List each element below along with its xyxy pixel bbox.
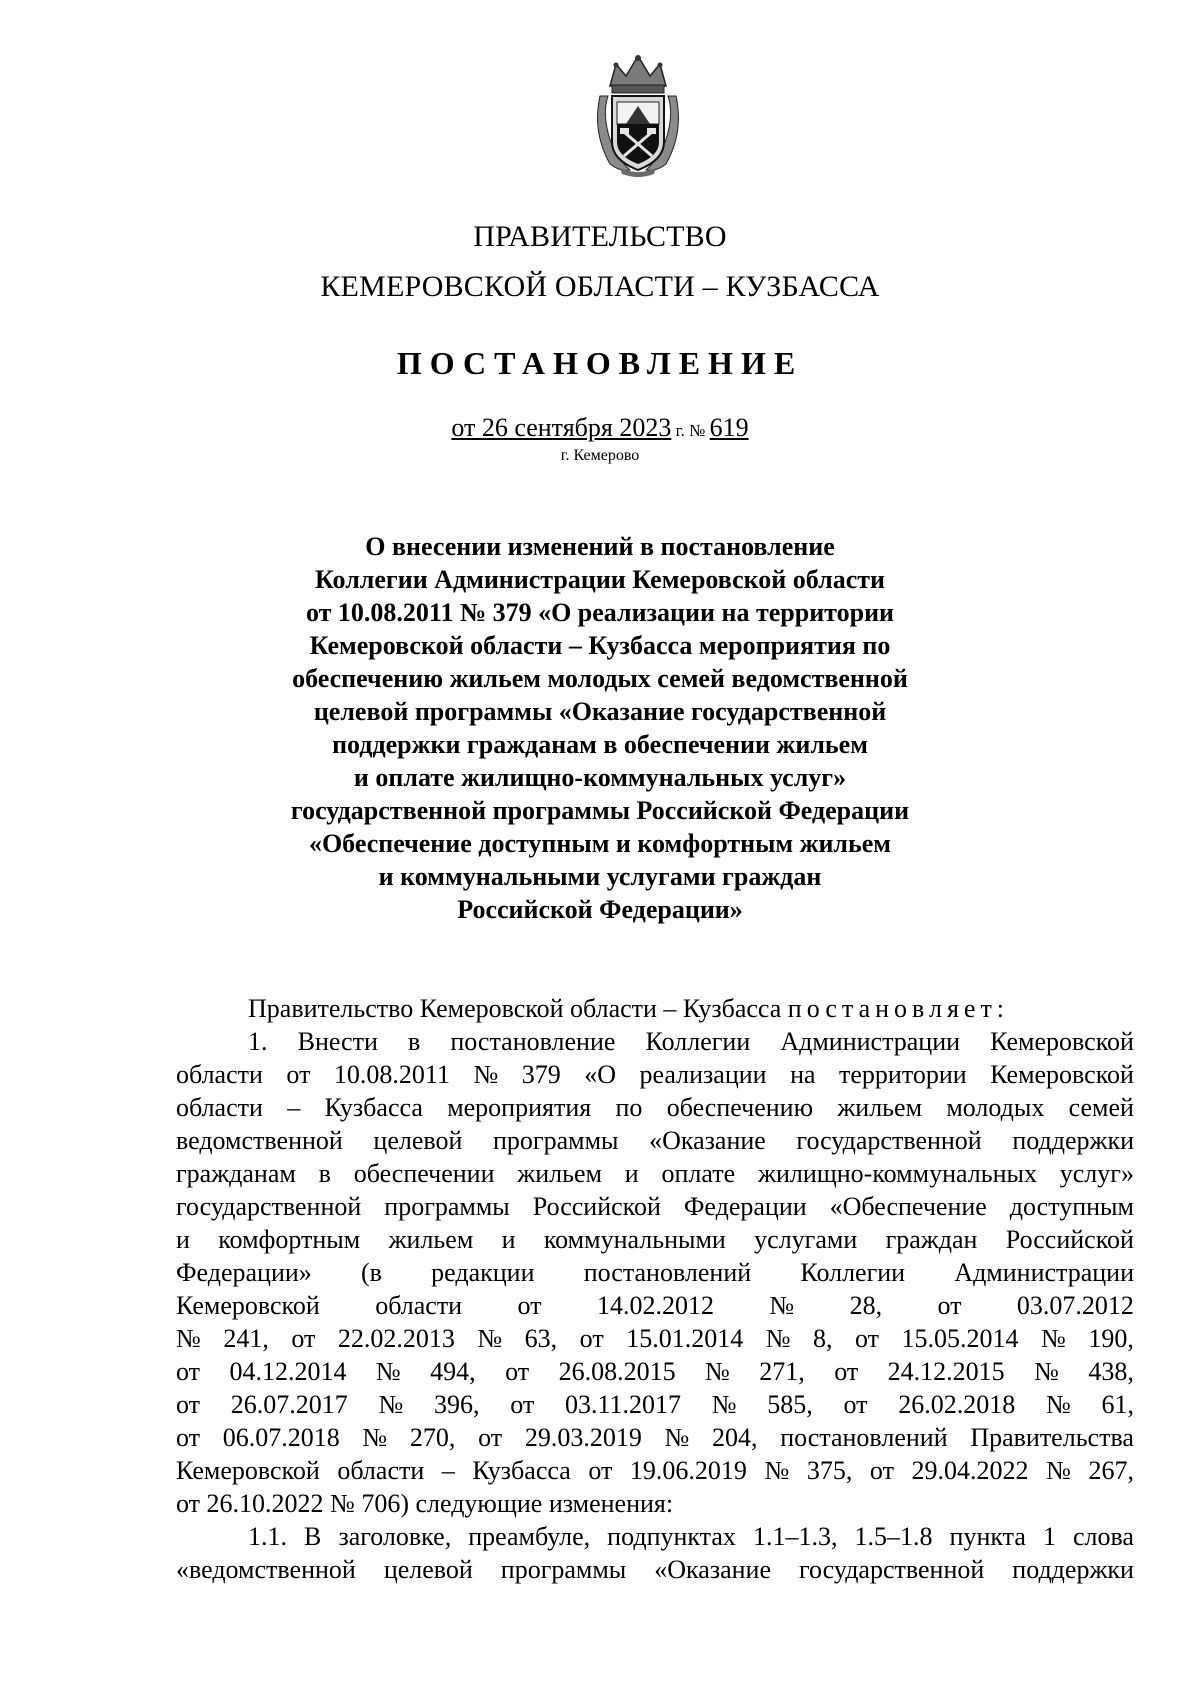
number-label: №: [684, 421, 710, 440]
body-line: [176, 1256, 1134, 1289]
word: от: [937, 1291, 962, 1320]
word: слова: [1072, 1522, 1134, 1551]
body-line: [176, 1091, 1134, 1124]
word: №: [1034, 1357, 1059, 1386]
word: от: [478, 1423, 503, 1452]
word: 26.02.2018: [898, 1390, 1016, 1419]
document-body: [176, 992, 1134, 1586]
word: 15.05.2014: [901, 1324, 1019, 1353]
word: Федерации: [683, 1192, 807, 1221]
word: «О: [584, 1060, 617, 1089]
paragraph-1-1: [176, 1520, 1134, 1586]
body-line: [176, 1223, 1134, 1256]
subject-line: целевой программы «Оказание государственной: [313, 697, 887, 726]
body-line: [176, 1388, 1134, 1421]
word: №: [1041, 1324, 1066, 1353]
word: «Оказание: [654, 1555, 771, 1584]
word: государственной: [798, 1555, 985, 1584]
word: 26.08.2015: [558, 1357, 676, 1386]
word: №: [473, 1060, 499, 1089]
subject-line: от 10.08.2011 № 379 «О реализации на территории: [305, 598, 895, 627]
body-line: [176, 1322, 1134, 1355]
subject-line: «Обеспечение доступным и комфортным жильем: [308, 829, 892, 858]
word: от: [843, 1390, 868, 1419]
word: поддержки: [1012, 1555, 1134, 1584]
word: №: [711, 1390, 737, 1419]
word: 1.: [248, 1027, 268, 1056]
word: В: [304, 1522, 322, 1551]
subject-line: Российской Федерации»: [457, 895, 743, 924]
word: 04.12.2014: [229, 1357, 347, 1386]
word: 06.07.2018: [222, 1423, 340, 1452]
word: №: [477, 1324, 503, 1353]
word: 28,: [849, 1291, 883, 1320]
word: от: [176, 1390, 201, 1419]
word: Кемеровской: [990, 1060, 1134, 1089]
word: 61,: [1101, 1390, 1134, 1419]
word: постановлений: [583, 1258, 752, 1287]
word: 379: [521, 1060, 561, 1089]
word: 271,: [759, 1357, 805, 1386]
word: 270,: [409, 1423, 456, 1452]
word: пункта: [949, 1522, 1026, 1551]
word: 204,: [712, 1423, 758, 1452]
word: №: [769, 1291, 795, 1320]
word: области: [375, 1291, 463, 1320]
word: «Оказание: [649, 1126, 766, 1155]
word: от: [176, 1357, 201, 1386]
body-line: [176, 1553, 1134, 1586]
body-line: [176, 1289, 1134, 1322]
word: целевой: [373, 1126, 463, 1155]
word: от: [510, 1390, 535, 1419]
word: от: [286, 1060, 311, 1089]
word: от: [505, 1357, 530, 1386]
word: в: [407, 1027, 421, 1056]
word: от: [579, 1324, 604, 1353]
word: 24.12.2015: [887, 1357, 1005, 1386]
coat-of-arms-icon: [590, 52, 686, 178]
word: Кемеровской: [990, 1027, 1134, 1056]
subject-line: и оплате жилищно-коммунальных услуг»: [353, 763, 847, 792]
word: реализации: [639, 1060, 767, 1089]
subject-line: Коллегии Администрации Кемеровской области: [314, 565, 886, 594]
word: обеспечению: [666, 1093, 814, 1122]
body-line: [176, 1520, 1134, 1553]
intro-text: Правительство Кемеровской области – Кузбасса: [248, 994, 788, 1023]
word: 438,: [1088, 1357, 1134, 1386]
document-city: г. Кемерово: [560, 447, 640, 464]
word: редакции: [431, 1258, 535, 1287]
word: –: [441, 1456, 455, 1485]
body-line: [176, 1157, 1134, 1190]
word: 1: [1042, 1522, 1056, 1551]
body-line: от 26.10.2022 № 706) следующие изменения:: [176, 1489, 674, 1518]
word: 375,: [806, 1456, 853, 1485]
word: на: [790, 1060, 816, 1089]
government-title-line1: ПРАВИТЕЛЬСТВО: [473, 220, 727, 253]
word: области: [176, 1093, 263, 1122]
word: программы: [493, 1126, 619, 1155]
word: 585,: [767, 1390, 813, 1419]
document-date-line: [0, 413, 1200, 446]
word: 267,: [1088, 1456, 1134, 1485]
word: услуг»: [1059, 1159, 1134, 1188]
word: №: [1045, 1390, 1071, 1419]
word: по: [615, 1093, 643, 1122]
word: жильем: [517, 1159, 602, 1188]
body-line: [176, 1058, 1134, 1091]
word: мероприятия: [447, 1093, 592, 1122]
word: Кемеровской: [176, 1291, 320, 1320]
word: №: [764, 1456, 790, 1485]
word: государственной: [176, 1192, 362, 1221]
word: доступным: [1009, 1192, 1134, 1221]
word: семей: [1068, 1093, 1134, 1122]
word: Российской: [1005, 1225, 1134, 1254]
word: Коллегии: [645, 1027, 751, 1056]
word: целевой: [383, 1555, 473, 1584]
word: Внести: [297, 1027, 378, 1056]
word: 19.06.2019: [629, 1456, 747, 1485]
word: №: [176, 1324, 201, 1353]
word: Кузбасса: [324, 1093, 423, 1122]
word: программы: [384, 1192, 510, 1221]
word: 14.02.2012: [596, 1291, 714, 1320]
body-intro: [176, 992, 1134, 1025]
word: программы: [500, 1555, 627, 1584]
word: жилищно-коммунальных: [757, 1159, 1037, 1188]
word: постановлений: [780, 1423, 948, 1452]
document-type-title: ПОСТАНОВЛЕНИЕ: [396, 345, 804, 381]
subject-line: Кемеровской области – Кузбасса мероприятия по: [309, 631, 891, 660]
word: обеспечении: [353, 1159, 495, 1188]
word: территории: [839, 1060, 967, 1089]
intro-decree-word: постановляет:: [787, 994, 1010, 1023]
word: от: [869, 1456, 894, 1485]
word: №: [362, 1423, 388, 1452]
document-number: 619: [709, 413, 749, 442]
subject-line: О внесении изменений в постановление: [365, 532, 835, 561]
government-title-line2: КЕМЕРОВСКОЙ ОБЛАСТИ – КУЗБАССА: [320, 270, 880, 303]
word: от: [834, 1357, 859, 1386]
paragraph-1: [176, 1025, 1134, 1520]
word: 494,: [430, 1357, 476, 1386]
word: 396,: [434, 1390, 480, 1419]
subject-line: обеспечению жильем молодых семей ведомственной: [292, 664, 908, 693]
word: от: [291, 1324, 316, 1353]
word: подпунктах: [607, 1522, 736, 1551]
word: 8,: [813, 1324, 833, 1353]
word: 15.01.2014: [626, 1324, 744, 1353]
word: Правительства: [970, 1423, 1134, 1452]
word: 190,: [1088, 1324, 1134, 1353]
word: коммунальными: [543, 1225, 726, 1254]
word: жильем: [837, 1093, 923, 1122]
word: 03.11.2017: [564, 1390, 682, 1419]
word: от: [517, 1291, 542, 1320]
word: от: [176, 1423, 201, 1452]
body-line: [176, 1454, 1134, 1487]
word: постановление: [450, 1027, 616, 1056]
word: 241,: [223, 1324, 269, 1353]
word: заголовке,: [338, 1522, 452, 1551]
word: 29.03.2019: [524, 1423, 642, 1452]
word: Администрации: [954, 1258, 1134, 1287]
word: ведомственной: [176, 1126, 343, 1155]
document-subject: [250, 530, 950, 926]
word: граждан: [885, 1225, 978, 1254]
word: 63,: [524, 1324, 558, 1353]
body-line: [176, 1355, 1134, 1388]
word: Российской: [532, 1192, 661, 1221]
word: молодых: [946, 1093, 1045, 1122]
word: и: [176, 1225, 190, 1254]
word: и: [624, 1159, 639, 1188]
word: №: [1046, 1456, 1071, 1485]
word: (в: [361, 1258, 382, 1287]
word: области: [176, 1060, 263, 1089]
subject-line: поддержки гражданам в обеспечении жильем: [332, 730, 868, 759]
word: 26.07.2017: [230, 1390, 348, 1419]
word: «Обеспечение: [829, 1192, 987, 1221]
word: государственной: [796, 1126, 982, 1155]
word: Кемеровской: [176, 1456, 320, 1485]
word: «ведомственной: [176, 1555, 356, 1584]
word: жильем: [388, 1225, 474, 1254]
body-line: [176, 1190, 1134, 1223]
word: области: [337, 1456, 425, 1485]
word: 1.1–1.3,: [752, 1522, 838, 1551]
word: №: [664, 1423, 690, 1452]
word: и: [501, 1225, 516, 1254]
word: Администрации: [780, 1027, 961, 1056]
word: гражданам: [176, 1159, 296, 1188]
subject-line: и коммунальными услугами граждан: [378, 862, 822, 891]
word: 03.07.2012: [1016, 1291, 1134, 1320]
word: оплате: [661, 1159, 736, 1188]
word: 29.04.2022: [911, 1456, 1029, 1485]
word: Кузбасса: [472, 1456, 571, 1485]
word: Коллегии: [800, 1258, 906, 1287]
word: Федерации»: [176, 1258, 312, 1287]
word: №: [375, 1357, 401, 1386]
body-line: [176, 1124, 1134, 1157]
document-date: от 26 сентября 2023: [451, 413, 672, 442]
body-line: [176, 1421, 1134, 1454]
word: №: [705, 1357, 730, 1386]
word: от: [588, 1456, 613, 1485]
body-line: [176, 1025, 1134, 1058]
subject-line: государственной программы Российской Федерации: [290, 796, 910, 825]
word: услугами: [754, 1225, 858, 1254]
word: 1.1.: [248, 1522, 287, 1551]
word: №: [765, 1324, 791, 1353]
word: 1.5–1.8: [854, 1522, 933, 1551]
word: поддержки: [1012, 1126, 1134, 1155]
word: 10.08.2011: [333, 1060, 450, 1089]
word: преамбуле,: [468, 1522, 591, 1551]
year-suffix: г.: [671, 421, 685, 440]
word: комфортным: [218, 1225, 361, 1254]
word: в: [318, 1159, 331, 1188]
word: 22.02.2013: [337, 1324, 455, 1353]
word: от: [855, 1324, 880, 1353]
word: №: [378, 1390, 404, 1419]
word: –: [287, 1093, 301, 1122]
